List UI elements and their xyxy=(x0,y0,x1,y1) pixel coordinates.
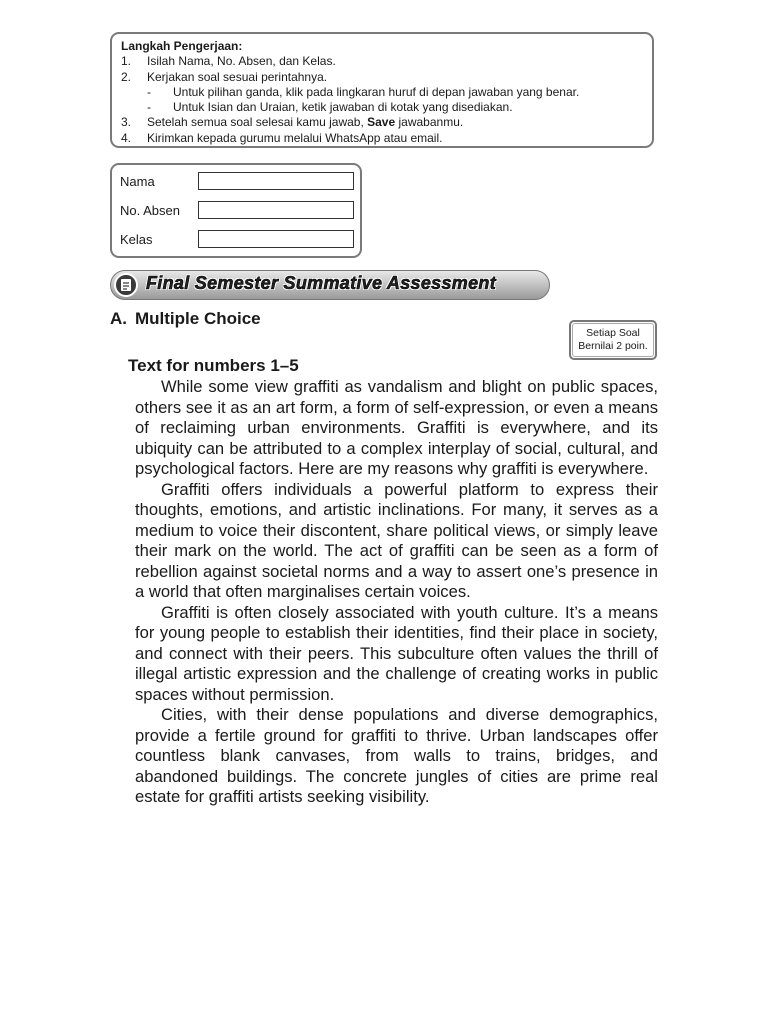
instructions-title: Langkah Pengerjaan: xyxy=(121,39,243,53)
instruction-substep xyxy=(121,100,643,115)
identity-form xyxy=(110,163,362,258)
instruction-step xyxy=(121,54,643,69)
reading-paragraph: While some view graffiti as vandalism and blight on public spaces, others see it as an art form, a form of self-expression, or even a means of reclaiming urban environments. Graffiti is everywhere, and its ubiquity can be attributed to a complex interplay of social, cultural, and psychological factors. Here are my reasons why graffiti is everywhere. xyxy=(135,377,658,478)
instructions-box xyxy=(110,32,654,148)
step-text: Kerjakan soal sesuai perintahnya. xyxy=(147,69,328,84)
instruction-step xyxy=(121,115,643,130)
absen-number-input[interactable] xyxy=(198,201,354,219)
banner-title: Final Semester Summative Assessment xyxy=(146,273,496,293)
number-label: No. Absen xyxy=(120,202,180,218)
section-title: Multiple Choice xyxy=(135,309,261,328)
name-label: Nama xyxy=(120,173,155,189)
step-text-after: jawabanmu. xyxy=(395,115,464,130)
step-number: 1. xyxy=(121,54,132,69)
step-text-bold: Save xyxy=(367,115,396,130)
step-text: Isilah Nama, No. Absen, dan Kelas. xyxy=(147,54,336,69)
substep-dash: - xyxy=(147,84,151,99)
class-row xyxy=(120,229,354,249)
assessment-banner xyxy=(110,270,550,300)
points-badge-inner xyxy=(572,323,654,357)
instruction-step xyxy=(121,131,643,146)
step-number: 2. xyxy=(121,69,132,84)
points-line-2: Bernilai 2 poin. xyxy=(578,340,648,352)
step-text xyxy=(147,115,463,130)
reading-paragraph: Graffiti is often closely associated with youth culture. It’s a means for young people to establish their identities, find their place in society, and connect with their peers. This subculture often values the thrill of illegal artistic expression and the challenge of creating works in public spaces without permission. xyxy=(135,602,658,704)
reading-paragraph: Graffiti offers individuals a powerful platform to express their thoughts, emotions, and artistic inclinations. For many, it serves as a medium to voice their discontent, share political views, or simply leave their mark on the world. The act of graffiti can be seen as a form of rebellion against societal norms and a way to assert one’s presence in a world that often marginalises certain voices. xyxy=(135,479,658,601)
reading-heading: Text for numbers 1–5 xyxy=(128,356,299,375)
substep-text: Untuk pilihan ganda, klik pada lingkaran huruf di depan jawaban yang benar. xyxy=(173,84,580,99)
instruction-step xyxy=(121,70,643,85)
name-row xyxy=(120,171,354,191)
substep-dash: - xyxy=(147,100,151,115)
number-row xyxy=(120,200,354,220)
reading-text xyxy=(135,377,658,808)
section-heading xyxy=(110,309,261,329)
class-label: Kelas xyxy=(120,231,153,247)
step-number: 4. xyxy=(121,130,132,145)
step-text-before: Setelah semua soal selesai kamu jawab, xyxy=(147,115,368,130)
step-number: 3. xyxy=(121,115,132,130)
reading-paragraph: Cities, with their dense populations and diverse demographics, provide a fertile ground for graffiti to thrive. Urban landscapes offer countless blank canvases, from walls to trains, bridges, and abandoned buildings. The concrete jungles of cities are prime real estate for graffiti artists seeking visibility. xyxy=(135,705,658,806)
points-line-1: Setiap Soal xyxy=(586,327,640,339)
section-letter: A. xyxy=(110,309,127,328)
instruction-substep xyxy=(121,85,643,100)
step-text: Kirimkan kepada gurumu melalui WhatsApp atau email. xyxy=(147,130,443,145)
name-input[interactable] xyxy=(198,172,354,190)
class-input[interactable] xyxy=(198,230,354,248)
points-badge xyxy=(569,320,657,360)
pencil-note-icon xyxy=(114,273,138,297)
substep-text: Untuk Isian dan Uraian, ketik jawaban di kotak yang disediakan. xyxy=(173,100,513,115)
